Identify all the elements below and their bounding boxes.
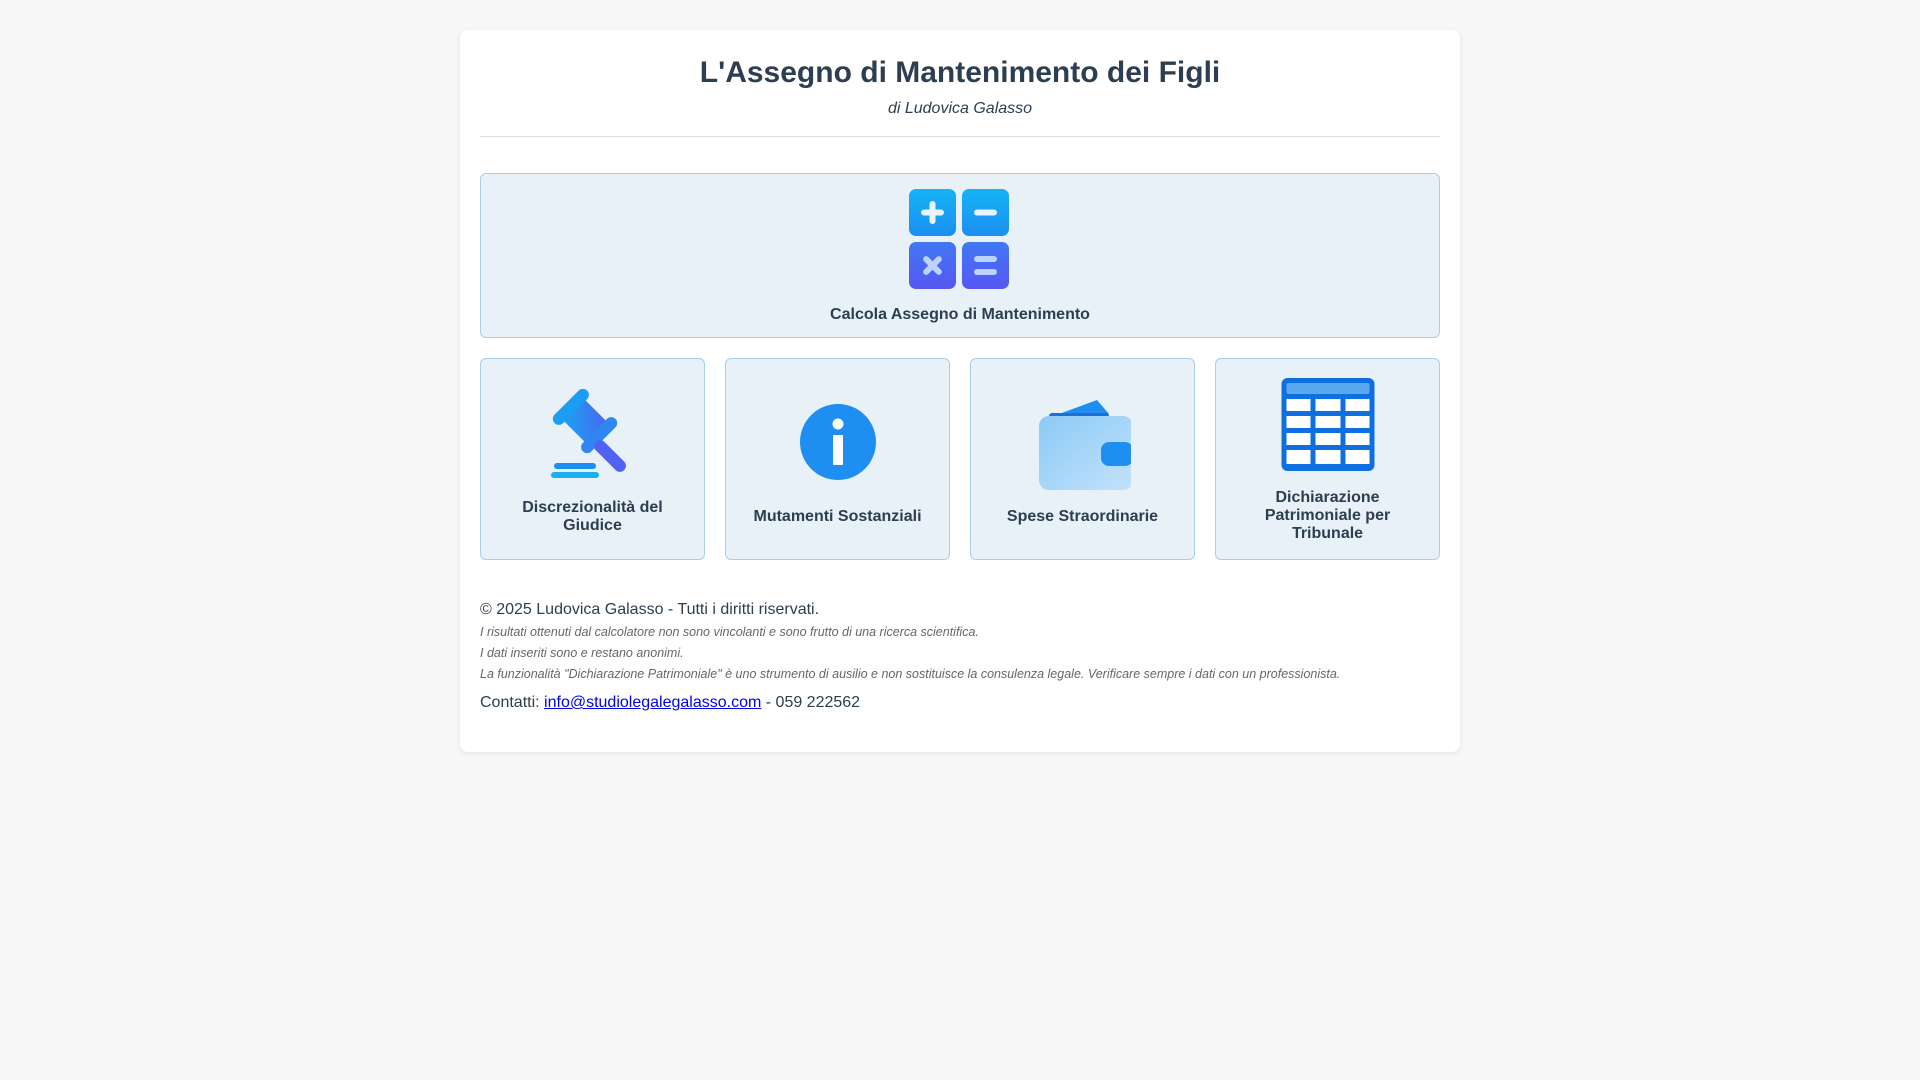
tile-judge-discretion[interactable] <box>480 358 705 560</box>
feature-tiles <box>480 358 1440 560</box>
page-title: L'Assegno di Mantenimento dei Figli <box>699 56 1221 89</box>
contacts <box>480 693 1440 713</box>
tile-label: Spese Straordinarie <box>1006 508 1159 525</box>
contacts-label: Contatti: <box>480 694 540 711</box>
page-header <box>480 30 1440 137</box>
info-icon <box>800 404 876 480</box>
disclaimer-text: I risultati ottenuti dal calcolatore non sono vincolanti e sono frutto di una ricerca scientifica. <box>480 625 979 639</box>
calculate-allowance-button[interactable] <box>480 173 1440 338</box>
main-card <box>460 30 1460 752</box>
disclaimer-text: La funzionalità "Dichiarazione Patrimoniale" è uno strumento di ausilio e non sostituisce la consulenza legale. Verificare sempre i dati con un professionista. <box>480 667 1341 681</box>
wallet-icon <box>1035 394 1131 490</box>
tile-label: Mutamenti Sostanziali <box>753 508 922 525</box>
copyright-text: © 2025 Ludovica Galasso - Tutti i diritti riservati. <box>480 601 820 618</box>
table-icon <box>1281 378 1374 471</box>
disclaimer-list <box>480 622 1440 685</box>
tile-substantial-changes[interactable] <box>725 358 950 560</box>
calculate-allowance-label: Calcola Assegno di Mantenimento <box>830 306 1090 323</box>
page-subtitle: di Ludovica Galasso <box>887 100 1033 117</box>
footer <box>480 600 1440 713</box>
phone-number: - 059 222562 <box>765 694 861 711</box>
gavel-icon <box>548 389 638 479</box>
calculator-icon <box>909 189 1011 291</box>
tile-extraordinary-expenses[interactable] <box>970 358 1195 560</box>
tile-label: Discrezionalità del Giudice <box>522 499 663 534</box>
tile-label: Dichiarazione Patrimoniale per Tribunale <box>1264 489 1391 542</box>
tile-asset-declaration[interactable] <box>1215 358 1440 560</box>
disclaimer-text: I dati inseriti sono e restano anonimi. <box>480 646 684 660</box>
email-link[interactable]: info@studiolegalegalasso.com <box>544 694 762 711</box>
